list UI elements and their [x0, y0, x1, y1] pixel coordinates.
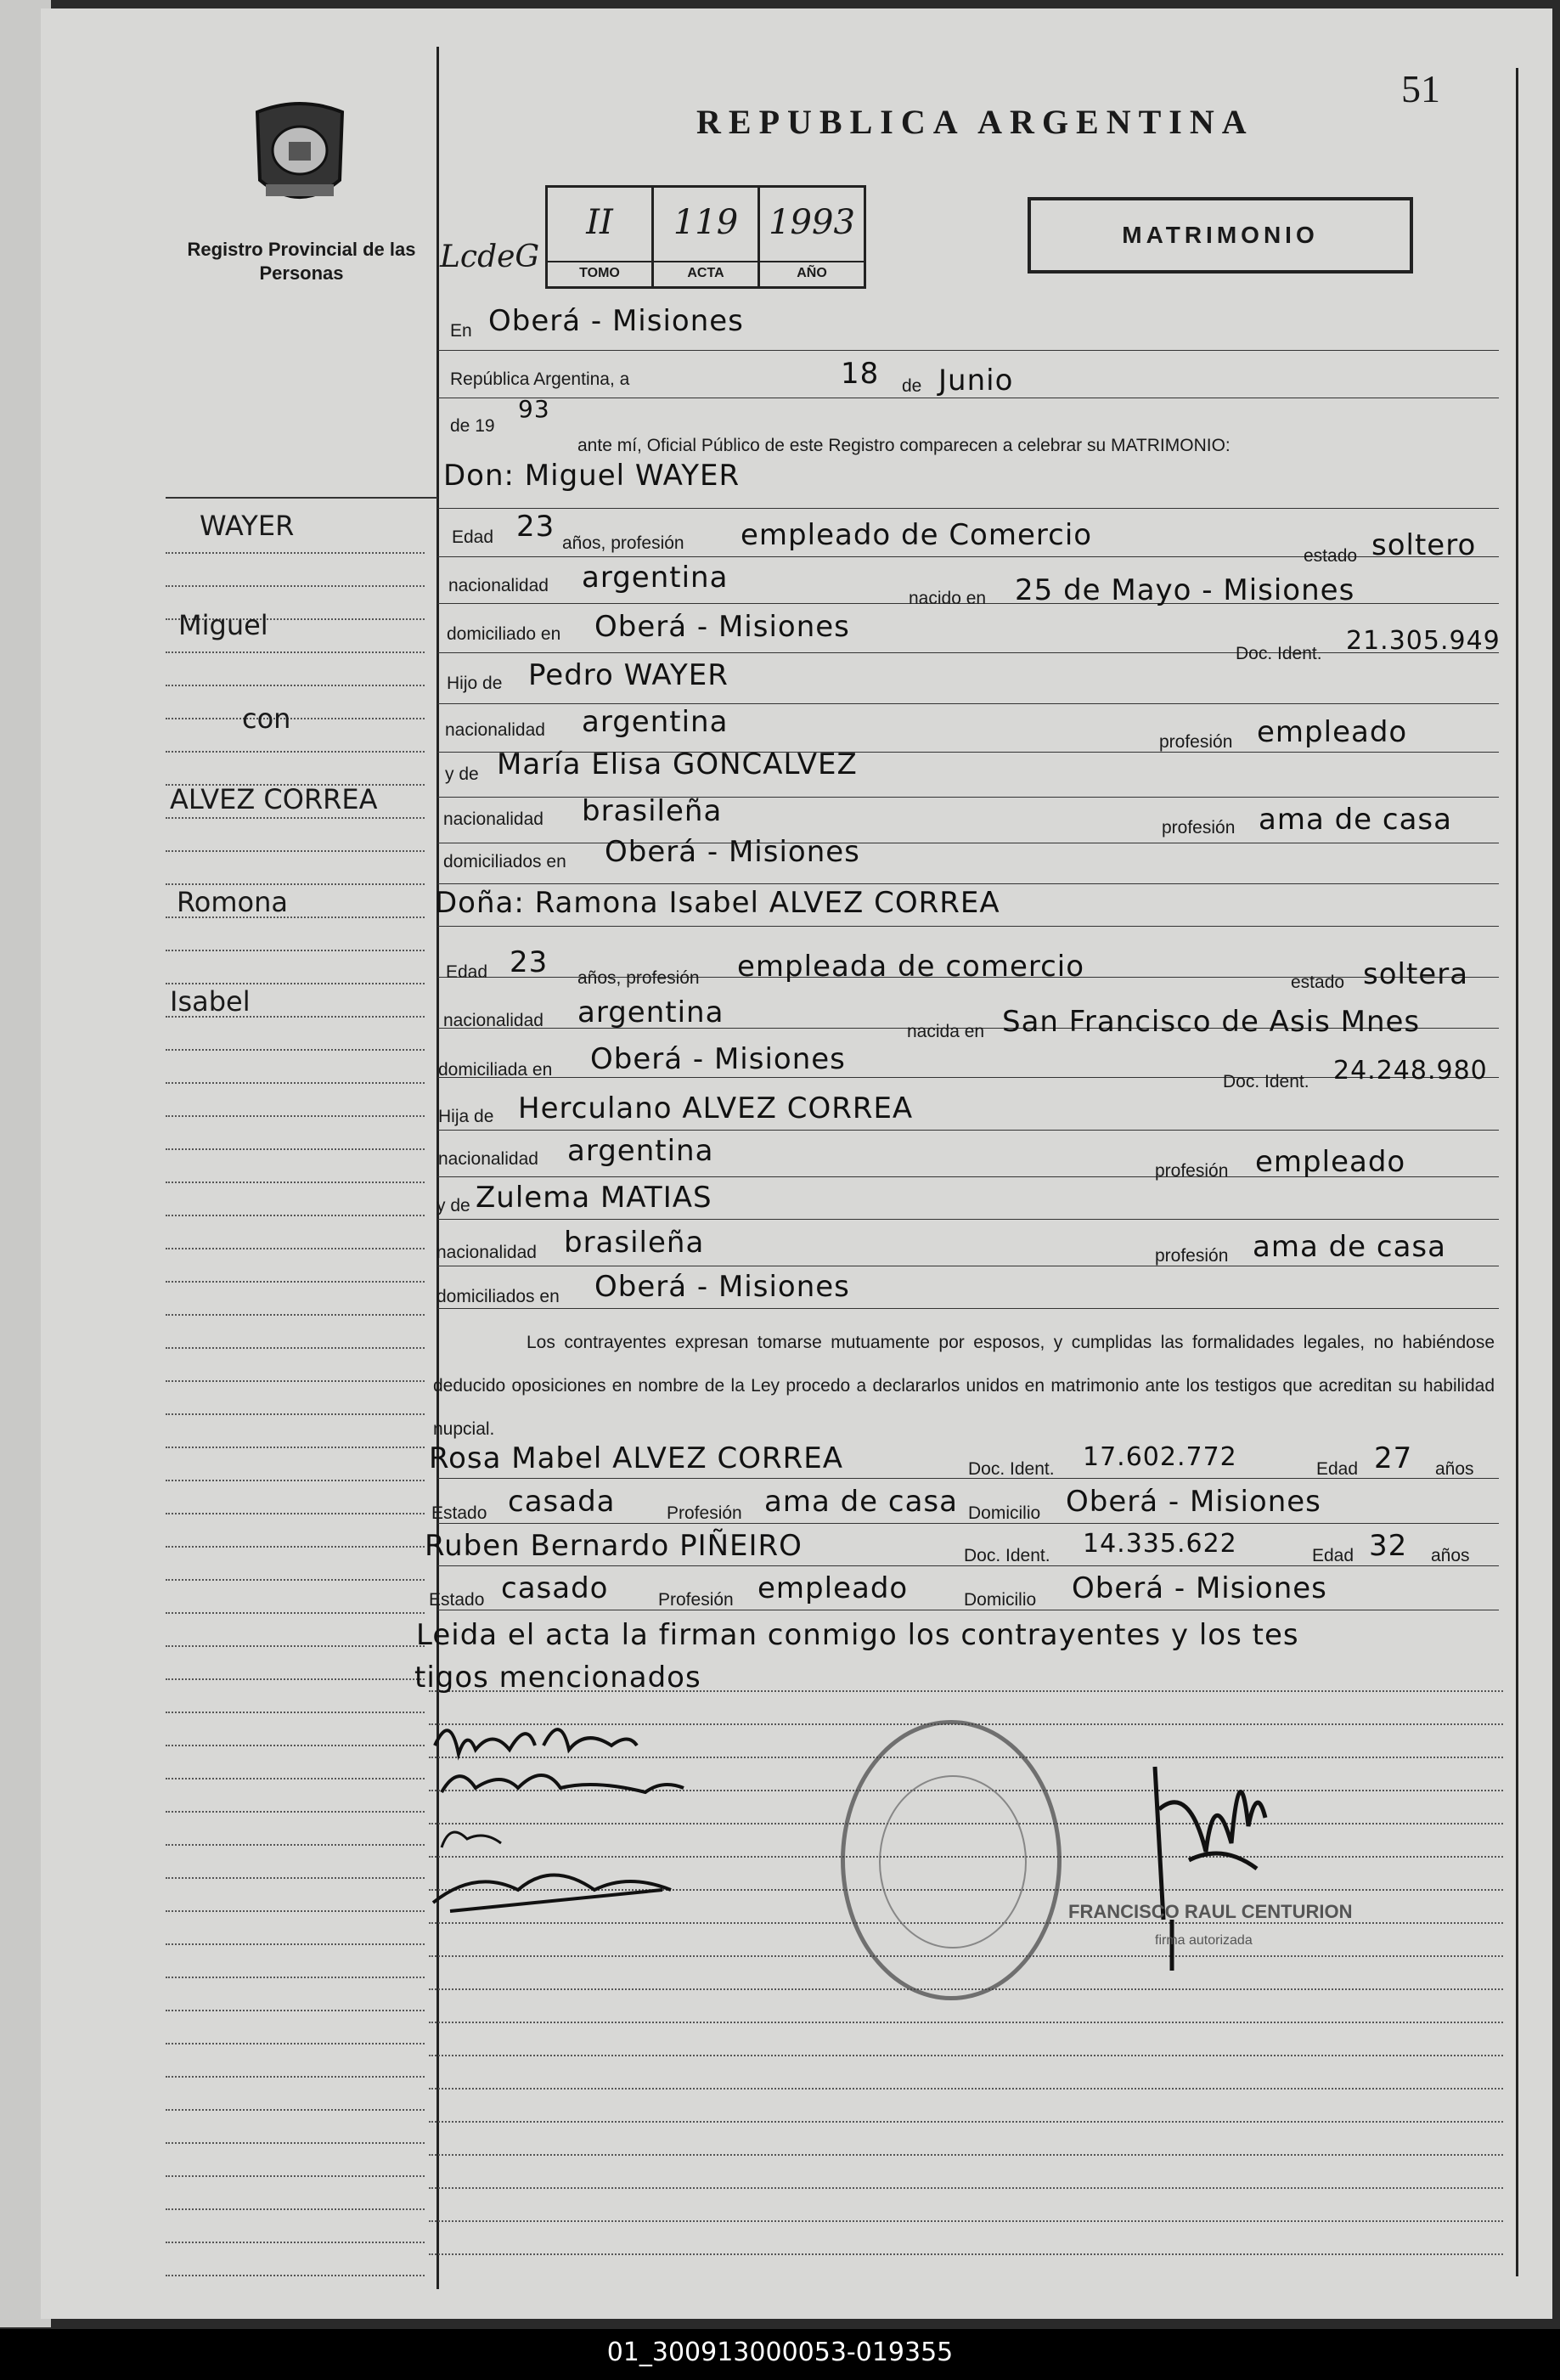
label-republica: República Argentina, a — [450, 369, 630, 389]
witness-2-domicile: Oberá - Misiones — [1072, 1571, 1327, 1605]
label-profesion-gmother: profesión — [1162, 818, 1236, 838]
margin-rule-line — [166, 1844, 425, 1846]
label-profesion-w1: Profesión — [667, 1503, 742, 1523]
label-anos-w1: años — [1435, 1459, 1474, 1479]
label-hija-de: Hija de — [438, 1107, 494, 1126]
blank-rule-line — [429, 2220, 1503, 2222]
margin-rule-line — [166, 1645, 425, 1647]
margin-rule-line — [166, 1943, 425, 1945]
margin-rule-line — [166, 1712, 425, 1713]
margin-name-bride: Romona — [177, 886, 289, 918]
groom-father-profession: empleado — [1257, 715, 1408, 749]
bride-nationality: argentina — [577, 995, 724, 1029]
witness-2-status: casado — [501, 1571, 609, 1605]
margin-rule-line — [166, 1678, 425, 1680]
groom-birthplace: 25 de Mayo - Misiones — [1015, 573, 1355, 607]
label-profesion-bfather: profesión — [1155, 1161, 1229, 1181]
form-rule-line — [437, 1130, 1499, 1131]
label-domicilio-w1: Domicilio — [968, 1503, 1041, 1523]
acta-value: 119 — [673, 203, 739, 242]
label-edad-w1: Edad — [1316, 1459, 1359, 1479]
bride-domicile: Oberá - Misiones — [590, 1042, 846, 1076]
label-nacionalidad-bmother: nacionalidad — [436, 1243, 537, 1262]
form-rule-line — [437, 926, 1499, 927]
label-edad-w2: Edad — [1312, 1546, 1354, 1565]
margin-rule-line — [166, 1182, 425, 1183]
margin-rule-line — [166, 1215, 425, 1216]
margin-rule-line — [166, 751, 425, 753]
tomo-value: II — [586, 203, 613, 242]
margin-rule-line — [166, 1248, 425, 1249]
form-rule-line — [437, 652, 1499, 653]
bride-profession: empleada de comercio — [737, 950, 1085, 984]
margin-rule-line — [166, 2109, 425, 2111]
bride-age: 23 — [510, 945, 549, 979]
page-number: 51 — [1401, 67, 1440, 110]
blank-rule-line — [429, 2022, 1503, 2023]
anio-cell — [760, 188, 864, 286]
groom-age: 23 — [516, 510, 555, 544]
bride-doc: 24.248.980 — [1333, 1056, 1488, 1086]
bride-parents-domicile: Oberá - Misiones — [594, 1270, 850, 1304]
groom-nationality: argentina — [582, 561, 729, 595]
margin-rule-line — [166, 1977, 425, 1978]
margin-rule-line — [166, 1115, 425, 1117]
closing-line-2: tigos mencionados — [414, 1661, 701, 1695]
bride-father: Herculano ALVEZ CORREA — [518, 1091, 914, 1125]
margin-rule-line — [166, 1612, 425, 1614]
margin-rule-line — [166, 2175, 425, 2177]
margin-rule-line — [166, 850, 425, 852]
label-de: de — [902, 376, 922, 396]
anio-label: AÑO — [760, 261, 864, 281]
witness-2-age: 32 — [1369, 1529, 1408, 1563]
blank-rule-line — [429, 2154, 1503, 2156]
margin-rule-line — [166, 2275, 425, 2276]
margin-name-groom: Miguel — [178, 609, 268, 641]
margin-rule-line — [166, 1049, 425, 1051]
blank-rule-line — [429, 2187, 1503, 2189]
margin-rule-line — [166, 2242, 425, 2243]
witness-1-status: casada — [508, 1485, 616, 1519]
margin-surname-bride: ALVEZ CORREA — [170, 783, 378, 815]
closing-line-1: Leida el acta la firman conmigo los contrayentes y los tes — [416, 1618, 1299, 1652]
label-anos-profesion-groom: años, profesión — [562, 533, 684, 553]
label-doc-w1: Doc. Ident. — [968, 1459, 1055, 1479]
form-rule-line — [437, 350, 1499, 351]
label-nacionalidad-bride: nacionalidad — [443, 1011, 543, 1030]
witness-1-age: 27 — [1374, 1441, 1413, 1475]
registry-number-table — [545, 185, 866, 289]
label-domiciliado-groom: domiciliado en — [447, 624, 561, 644]
official-name: FRANCISCO RAUL CENTURION — [1068, 1901, 1353, 1922]
margin-rule-line — [166, 1480, 425, 1481]
margin-rule-line — [166, 1778, 425, 1779]
label-profesion-gfather: profesión — [1159, 732, 1233, 752]
margin-rule-line — [166, 1447, 425, 1448]
label-nacido-en: nacido en — [909, 589, 987, 608]
tomo-label: TOMO — [548, 261, 651, 281]
label-y-de-groom: y de — [445, 764, 479, 784]
acta-cell — [654, 188, 760, 286]
signatures-parties — [425, 1712, 696, 1915]
witness-2-doc: 14.335.622 — [1083, 1529, 1237, 1559]
label-y-de-bride: y de — [436, 1196, 470, 1215]
form-rule-line — [437, 883, 1499, 884]
label-year-prefix: de 19 — [450, 416, 495, 436]
right-border — [1516, 68, 1518, 2276]
margin-surname-groom: WAYER — [200, 510, 295, 542]
margin-middle-name-bride: Isabel — [170, 985, 251, 1018]
label-anos-w2: años — [1431, 1546, 1470, 1565]
witness-1-name: Rosa Mabel ALVEZ CORREA — [429, 1441, 843, 1475]
margin-rule-line — [166, 1546, 425, 1548]
groom-mother-profession: ama de casa — [1259, 803, 1452, 837]
label-doc-bride: Doc. Ident. — [1223, 1072, 1309, 1091]
label-nacionalidad-groom: nacionalidad — [448, 576, 549, 595]
margin-rule-line — [166, 651, 425, 653]
margin-rule-line — [166, 1745, 425, 1746]
label-estado-w2: Estado — [429, 1590, 485, 1610]
margin-rule-line — [166, 1347, 425, 1349]
blank-rule-line — [429, 2055, 1503, 2056]
margin-rule-line — [166, 1281, 425, 1283]
margin-rule-line — [166, 1314, 425, 1316]
label-anos-profesion-bride: años, profesión — [577, 968, 700, 988]
label-edad-bride: Edad — [446, 962, 488, 982]
ceremony-day: 18 — [841, 357, 880, 391]
groom-father: Pedro WAYER — [528, 658, 729, 692]
margin-rule-line — [166, 1413, 425, 1415]
groom-father-nationality: argentina — [582, 705, 729, 739]
groom-name: Don: Miguel WAYER — [443, 459, 741, 493]
margin-rule-line — [166, 883, 425, 885]
bride-father-nationality: argentina — [567, 1134, 714, 1168]
witness-1-domicile: Oberá - Misiones — [1066, 1485, 1321, 1519]
act-type-box: MATRIMONIO — [1028, 197, 1413, 274]
blank-rule-line — [429, 2088, 1503, 2090]
margin-rule-line — [166, 983, 425, 984]
bride-mother-nationality: brasileña — [564, 1226, 705, 1260]
groom-profession: empleado de Comercio — [741, 518, 1093, 552]
groom-parents-domicile: Oberá - Misiones — [605, 835, 860, 869]
official-seal-stamp — [841, 1720, 1062, 2000]
margin-rule-line — [166, 2043, 425, 2044]
label-estado-groom: estado — [1304, 546, 1358, 566]
groom-doc: 21.305.949 — [1346, 626, 1501, 656]
label-profesion-bmother: profesión — [1155, 1246, 1229, 1266]
groom-mother: María Elisa GONCALVEZ — [497, 747, 858, 781]
margin-rule-line — [166, 2076, 425, 2078]
witness-2-name: Ruben Bernardo PIÑEIRO — [425, 1529, 803, 1563]
bride-status: soltera — [1363, 957, 1469, 991]
ceremony-year: 93 — [518, 395, 550, 423]
margin-rule-line — [166, 552, 425, 554]
bride-mother-profession: ama de casa — [1253, 1230, 1446, 1264]
ceremony-place: Oberá - Misiones — [488, 304, 744, 338]
form-rule-line — [437, 1219, 1499, 1220]
bride-father-profession: empleado — [1255, 1145, 1406, 1179]
bride-birthplace: San Francisco de Asis Mnes — [1002, 1005, 1421, 1039]
margin-rule-line — [166, 585, 425, 587]
bride-mother: Zulema MATIAS — [476, 1181, 712, 1215]
label-edad-groom: Edad — [452, 527, 494, 547]
seal-inner-ring — [879, 1775, 1027, 1949]
label-domiciliados-groom: domiciliados en — [443, 852, 566, 871]
witness-1-doc: 17.602.772 — [1083, 1442, 1237, 1472]
label-domiciliada-bride: domiciliada en — [438, 1060, 553, 1080]
margin-rule-line — [166, 1380, 425, 1382]
label-doc-w2: Doc. Ident. — [964, 1546, 1050, 1565]
label-doc-groom: Doc. Ident. — [1236, 644, 1322, 663]
margin-rule-line — [166, 1579, 425, 1581]
margin-rule-line — [166, 2208, 425, 2210]
book-reference: LcdeG — [440, 240, 540, 274]
margin-rule-line — [166, 950, 425, 951]
margin-rule-line — [166, 1811, 425, 1813]
label-estado-w1: Estado — [431, 1503, 487, 1523]
margin-top-rule — [166, 497, 437, 499]
label-hijo-de: Hijo de — [447, 674, 503, 693]
office-name: Registro Provincial de las Personas — [187, 239, 416, 284]
margin-rule-line — [166, 1877, 425, 1879]
witness-2-profession: empleado — [757, 1571, 909, 1605]
label-nacionalidad-gfather: nacionalidad — [445, 720, 545, 740]
anio-value: 1993 — [769, 203, 855, 242]
blank-rule-line — [429, 2253, 1503, 2255]
form-rule-line — [437, 508, 1499, 509]
groom-mother-nationality: brasileña — [582, 794, 723, 828]
bride-name: Doña: Ramona Isabel ALVEZ CORREA — [435, 886, 1000, 920]
legal-statement: Los contrayentes expresan tomarse mutuamente por esposos, y cumplidas las formalidades legales, no habiéndose deducido oposiciones en nombre de la Ley procedo a declararlos unidos en matrimonio ante los testigos que acreditan su habilidad nupcial. — [433, 1333, 1495, 1439]
acta-label: ACTA — [654, 261, 757, 281]
tomo-cell — [548, 188, 654, 286]
margin-rule-line — [166, 1513, 425, 1514]
ceremony-month: Junio — [938, 364, 1014, 398]
margin-rule-line — [166, 2010, 425, 2011]
label-estado-bride: estado — [1291, 973, 1345, 992]
margin-rule-line — [166, 2142, 425, 2144]
form-rule-line — [437, 703, 1499, 704]
margin-rule-line — [166, 817, 425, 819]
label-ante-mi: ante mí, Oficial Público de este Registro comparecen a celebrar su MATRIMONIO: — [577, 436, 1231, 455]
margin-rule-line — [166, 718, 425, 719]
margin-rule-line — [166, 685, 425, 686]
margin-rule-line — [166, 1910, 425, 1912]
label-domiciliados-bride: domiciliados en — [436, 1287, 560, 1306]
groom-status: soltero — [1371, 528, 1477, 562]
label-domicilio-w2: Domicilio — [964, 1590, 1037, 1610]
label-en: En — [450, 321, 472, 341]
witness-1-profession: ama de casa — [764, 1485, 958, 1519]
document-heading: REPUBLICA ARGENTINA — [696, 103, 1254, 141]
label-nacionalidad-bfather: nacionalidad — [438, 1149, 538, 1169]
margin-rule-line — [166, 1148, 425, 1150]
provincial-coat-of-arms-icon — [245, 95, 355, 214]
blank-rule-line — [429, 2121, 1503, 2123]
margin-rule-line — [166, 1082, 425, 1084]
margin-con: con — [242, 702, 291, 735]
footer-id: 01_300913000053-019355 — [606, 2338, 954, 2367]
label-profesion-w2: Profesión — [658, 1590, 734, 1610]
label-nacionalidad-gmother: nacionalidad — [443, 809, 543, 829]
label-nacida-en: nacida en — [907, 1022, 985, 1041]
groom-domicile: Oberá - Misiones — [594, 610, 850, 644]
official-title: firma autorizada — [1155, 1933, 1253, 1948]
form-rule-line — [437, 1308, 1499, 1309]
